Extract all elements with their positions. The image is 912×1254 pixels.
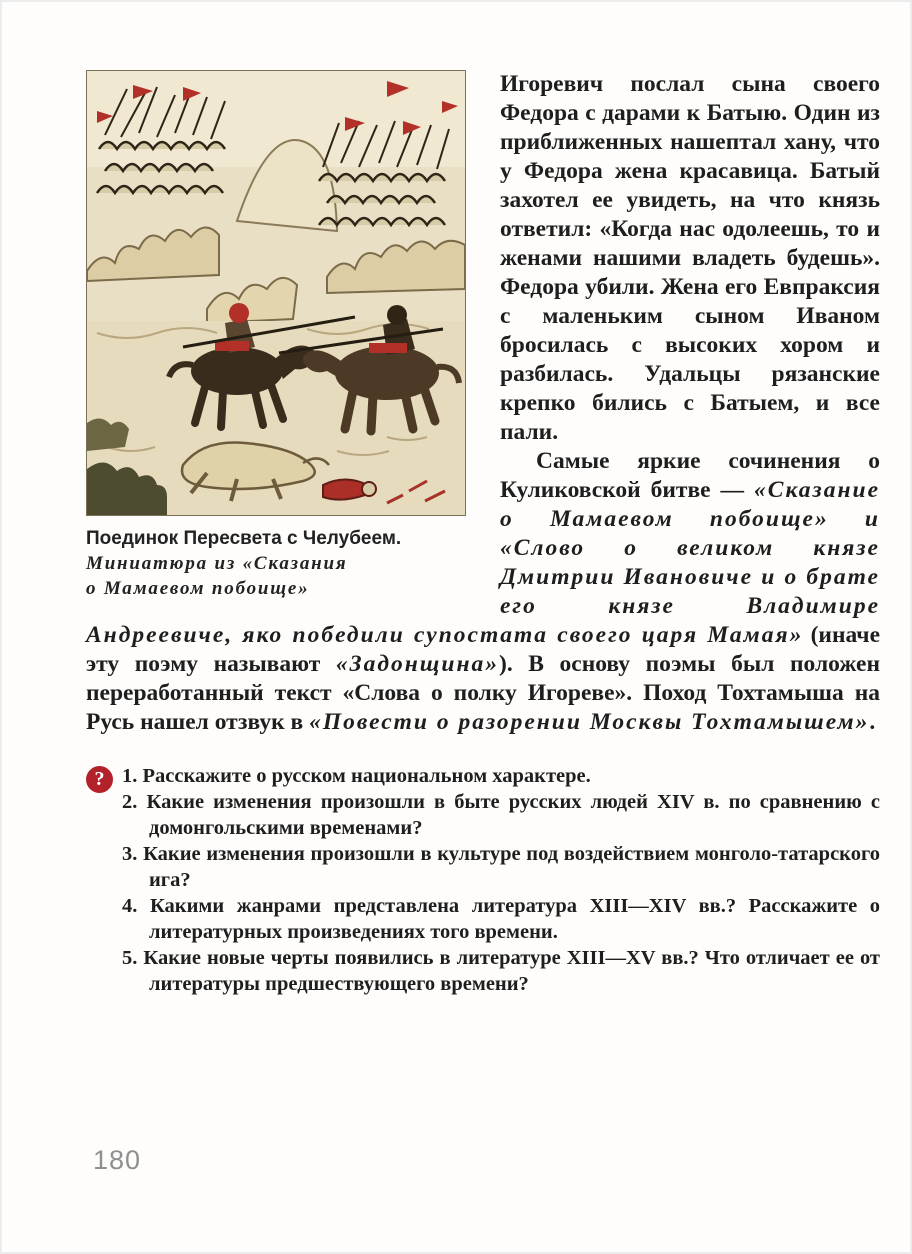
question-text: Какие новые черты появились в литературе XIII—XV вв.? Что отличает ее от литературы предшествующего времени?: [143, 947, 880, 995]
question-item-5: [122, 945, 880, 997]
figure-caption-source-line2: о Мамаевом побоище»: [86, 578, 310, 599]
question-mark-icon: ?: [86, 766, 113, 793]
figure-caption-source-line1: Миниатюра из «Сказания: [86, 553, 348, 574]
question-number: 4.: [122, 895, 138, 917]
text-run: ). В основу поэмы был положен переработанный текст «Слова о полку Игореве». Поход Тохтамыша на Русь нашел отзвук в: [86, 651, 881, 735]
question-item-2: [122, 789, 880, 841]
figure-caption-title: Поединок Пересвета с Челубеем.: [86, 528, 402, 549]
paragraph-ryazan: Игоревич послал сына своего Федора с дарами к Батыю. Один из приближенных нашептал хану, что у Федора жена красавица. Батый захотел ее увидеть, на что князь ответил: «Когда нас одолеешь, то и женами нашими владеть будешь». Федора убили. Жена его Евпраксия с маленьким сыном Иваном бросилась с высоких хором и разбилась. Удальцы рязанские крепко бились с Батыем, и все пали.: [500, 71, 880, 445]
question-text: Расскажите о русском национальном характере.: [142, 765, 591, 787]
question-number: 3.: [122, 843, 138, 865]
question-number: 1.: [122, 765, 138, 787]
text-run-italic: «Задонщина»: [335, 651, 499, 677]
question-item-1: [122, 763, 880, 789]
text-run: Самые яркие сочинения о Куликовской битве —: [500, 448, 880, 503]
question-number: 2.: [122, 791, 138, 813]
page-number: 180: [93, 1145, 142, 1175]
page-content: [86, 70, 880, 997]
text-run-italic: «Сказание о Мамаевом побоище» и «Слово о великом князе Дмитрии Ивановиче и о брате его князе Владимире Андреевиче, яко победили супостата своего царя Мамая»: [86, 477, 880, 648]
question-text: Какими жанрами представлена литература XIII—XIV вв.? Расскажите о литературных произведениях того времени.: [149, 895, 881, 943]
question-number: 5.: [122, 947, 138, 969]
text-run: (иначе эту поэму называют: [86, 622, 880, 677]
questions-block: [86, 763, 880, 997]
question-text: Какие изменения произошли в культуре под воздействием монголо-татарского ига?: [143, 843, 881, 891]
text-run-italic: «Повести о разорении Москвы Тохтамышем»: [309, 709, 870, 735]
question-item-3: [122, 841, 880, 893]
figure-block: [86, 70, 478, 601]
text-run: .: [869, 709, 876, 735]
battle-miniature-image: [86, 70, 466, 516]
figure-caption: [86, 526, 478, 601]
question-item-4: [122, 893, 880, 945]
question-text: Какие изменения произошли в быте русских людей XIV в. по сравнению с домонгольскими временами?: [146, 791, 881, 839]
